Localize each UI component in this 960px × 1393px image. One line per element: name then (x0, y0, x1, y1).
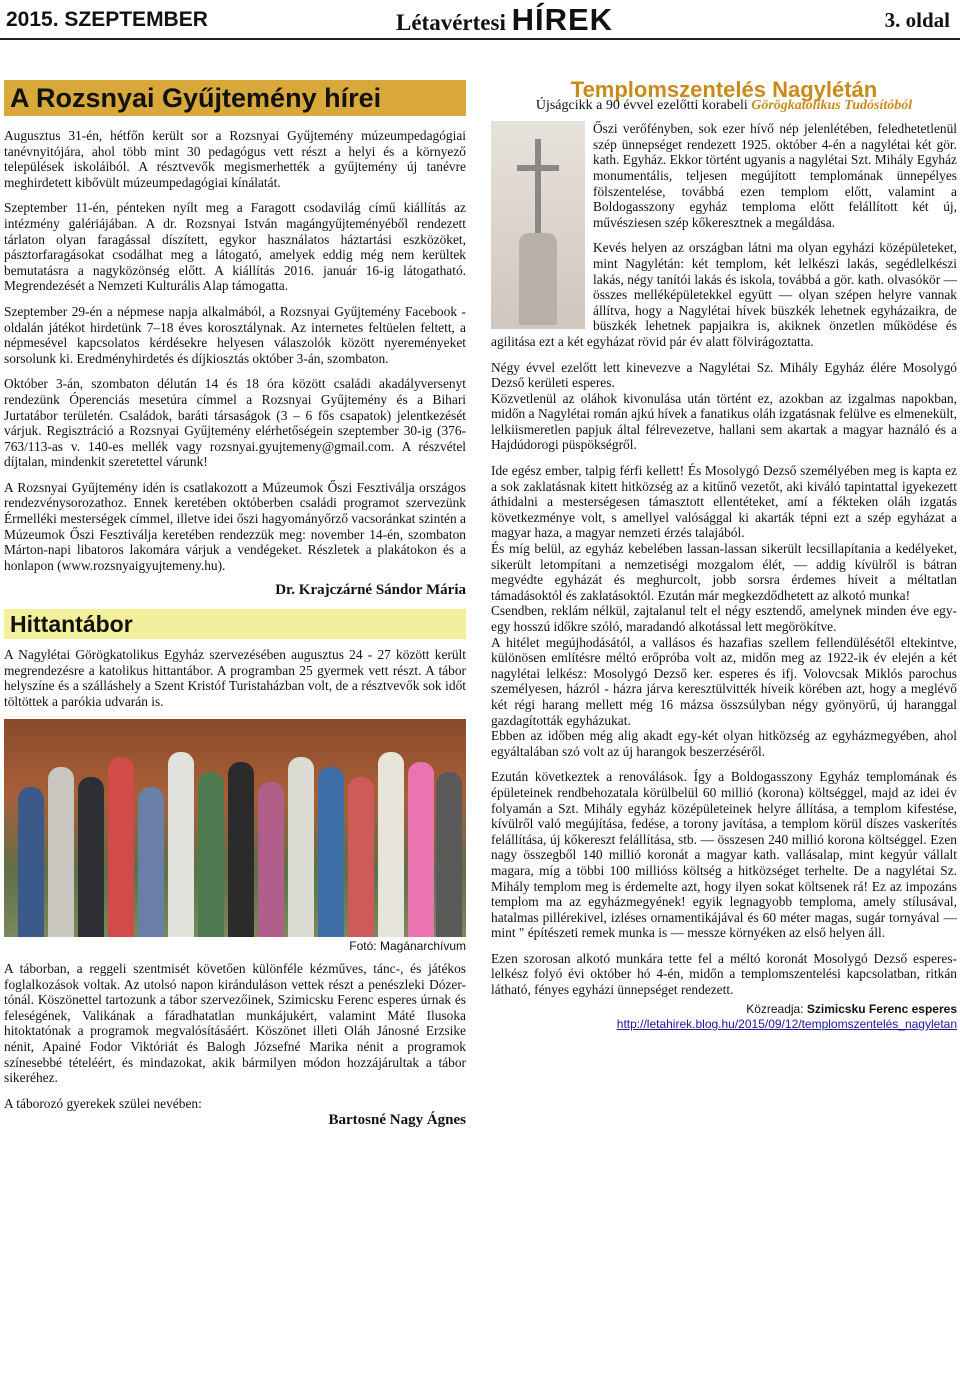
right-paragraph-5: Ide egész ember, talpig férfi kellett! És Mosolygó Dezső személyében meg is kapta ez a sok zaklatásnak kitett hitközség az a kitűnő vezetőt, aki kiváló tapintattal igyekezett áthidalni a mesterségesen támasztott ellentéteket, amí a fékteken oláh izgatás következménye volt, s amellyel valósággal ki akarták tépni ezt a szép egyházat a magyar haza, a magyar nemzeti érzés talajából. (491, 463, 957, 541)
cross-pedestal (519, 233, 557, 325)
page-number: 3. oldal (884, 8, 950, 32)
left-paragraph-1: Augusztus 31-én, hétfőn került sor a Rozsnyai Gyűjtemény múzeumpedagógiai tanévnyitójára, ahol több mint 30 pedagógus vett részt a helyi és a környező települések iskoláiból. A résztvevők megismerhették a gyűjtemény új tanévre meghirdetett kibővült múzeumpedagógiai kínálatát. (4, 128, 466, 190)
editor-label: Közreadja: (746, 1001, 804, 1016)
photo-figure (18, 787, 44, 937)
photo-figure (228, 762, 254, 937)
right-paragraph-2: Kevés helyen az országban látni ma olyan egyházi középületeket, mint Nagylétán: két templom, két lelkészi lakás, segédlelkészi lakás, négy tanítói lakás és iskola, továbbá a gör. kath. olvasókör — összes melléképületekkel együtt — olyan szépen helyre vannak állítva, hogy a Nagylétai hívek büszkék lehetnek egyházaikra, de büszkék lehetnek papjaikra is, akiknek önzetlen működése és agilitása ezt a két egyházat rövid pár év alatt fölvirágoztatta. (491, 240, 957, 349)
signature-2: Bartosné Nagy Ágnes (328, 1112, 466, 1129)
paper-prefix: Létavértesi (396, 10, 506, 35)
photo-figure (108, 757, 134, 937)
left-paragraph-7: A táborban, a reggeli szentmisét követően különféle kézműves, tánc-, és játékos foglalkozások voltak. Az utolsó napon kiránduláson vettek részt a penészleki Dózer-tónál. Köszönettel tartozunk a tábor szervezőinek, Szimicsku Ferenc esperes úrnak és feleségének, Valikának a fáradhatatlan munkájukért, valamint Máté Ilusoka hitoktatónak a programok megvalósításáért. Köszönet illeti Oláh Jánosné Erzsike nénit, Apainé Fodor Viktóriát és Balogh Józsefné Marika nénit a programok színesebbé tételéért, és mindazokat, akik bármilyen módon hozzájárultak a tábor sikeréhez. (4, 961, 466, 1086)
right-paragraph-8: A hitélet megújhodásától, a vallásos és hazafias szellem fellendülésétől eltekintve, különösen említésre méltó erőpróba volt az, midőn meg az 1922-ik év elején a két nagylétai lelkész: Mosolygó Dezső ker. esperes és ifj. Volovcsak Miklós parochus személyesen, házról - házra járva keresztülvitték híveik körében azt, hogy a meglévő két régi harang mellett még 16 mázsa összsúlyban négy gyönyörű, új haranggal gazdagították egyházukat. (491, 634, 957, 728)
paper-name: HÍREK (511, 2, 614, 37)
left-column (4, 80, 466, 1139)
left-paragraph-3: Szeptember 29-én a népmese napja alkalmából, a Rozsnyai Gyűjtemény Facebook -oldalán játékot hirdetünk 7–18 éves korosztálynak. Az internetes feltüelen feltett, a népmesével kapcsolatos kérdésekre helyesen válaszolók között nyereményeket sorsolunk ki. Eredményhirdetés és díjkiosztás október 3-án, szombaton. (4, 303, 466, 366)
left-paragraph-8: A táborozó gyerekek szülei nevében: (4, 1095, 202, 1111)
photo-figure (378, 752, 404, 937)
photo-caption: Fotó: Magánarchívum (349, 939, 466, 954)
left-paragraph-2: Szeptember 11-én, pénteken nyílt meg a Faragott csodavilág című kiállítás az intézmény galériájában. A dr. Rozsnyai István magángyűjteményéből rendezett tárlaton olyan faragással díszített, egykor használatos háztartási eszközöket, pásztorfaragásokat csodálhat meg a látogató, amelyek eddig még nem kerültek bemutatásra a nagyközönség előtt. A kiállítás 2016. január 16-ig látogatható. Megrendezését a Nemzeti Kulturális Alap támogatta. (4, 200, 466, 294)
right-paragraph-10: Ezután következtek a renoválások. Így a Boldogasszony Egyház templomának és épületeinek rendbehozatala körülbelül 60 millió (korona) költséggel, majd az idei év folyamán a Szt. Mihály egyház középületeinek helyre állítása, a templom kifestése, kívülről való megújítása, fedése, a torony javítása, a templom körül díszes vaskerítés felállítása, új kőkereszt felállítása, stb. — összesen 240 millió korona költséggel. Ezen nagy összegből 140 millió koronát a magyar kath. vallásalap, mint kegyúr vállalt magara, míg a többi 100 millióss költség a hitközséget terhelte. De a nagylétai Sz. Mihály templom meg is érdemelte azt, hogy ilyen sokat költsenek rá! Ez az impozáns templom ma az egyházmegyének! egyik legnagyobb temploma, amely stílusával, hatalmas pillérekivel, izléses ornamentikájával és 60 méter magas, sugár tornyával — mint " építészeti remek munka is — messze környéken az első helyen áll. (491, 769, 957, 941)
subtitle-text: Újságcikk a 90 évvel ezelőtti korabeli (535, 97, 748, 113)
right-paragraph-9: Ebben az időben még alig akadt egy-két olyan hitközség az egyházmegyében, ahol egyáltalában szó volt az új harangok beszerzéséről. (491, 728, 957, 759)
editor-name: Szimicsku Ferenc esperes (806, 1001, 957, 1016)
stone-cross-photo (491, 121, 585, 329)
left-paragraph-6: A Nagylétai Görögkatolikus Egyház szervezésében augusztus 24 - 27 között került megrendezésre a katolikus hittantábor. A programban 25 gyermek vett részt. A tábor helyszíne és a szálláshely a Szent Kristóf Turistaházban volt, de a résztvevők sok időt töltöttek a parókia udvarán is. (4, 647, 466, 709)
section-banner-rozsnyai: A Rozsnyai Gyűjtemény hírei (4, 80, 466, 116)
article-title: Templomszentelés Nagylétán (570, 77, 878, 102)
page-header (0, 0, 960, 40)
left-paragraph-5: A Rozsnyai Gyűjtemény idén is csatlakozott a Múzeumok Őszi Fesztiválja országos rendezvénysorozathoz. Ennek keretében októberben családi programot szervezünk Érmelléki mesterségek címmel, illetve idei őszi hagyományőrző vacsoránkat szintén a Múzeumok Őszi Fesztiválja keretében rendezzük meg: november 14-én, szombaton Márton-napi libatoros lakomára várjuk a vendégeket. Részletek a plakátokon és a honlapon (www.rozsnyaigyujtemeny.hu). (4, 479, 466, 573)
paper-title (396, 2, 613, 38)
photo-figure (198, 772, 224, 937)
photo-figure (318, 767, 344, 937)
photo-figure (348, 777, 374, 937)
group-photo (4, 719, 466, 937)
header-rule (0, 38, 960, 40)
cross-vertical (535, 139, 541, 234)
signature-1: Dr. Krajczárné Sándor Mária (275, 582, 466, 599)
right-paragraph-6: És míg belül, az egyház kebelében lassan-lassan sikerült lecsillapítania a kedélyeket, sikerült letompítani a nemzetiségi mozgalom élét, — addig kívülről is bátran megvédte egyházát és meghurcolt, jobb sorsra érdemes híveit a méltatlan támadásoktól és zaklatásoktól. Ezután már megkezdődhetett az alkotó munka! (491, 541, 957, 603)
right-paragraph-4: Közvetlenül az oláhok kivonulása után történt ez, azokban az izgalmas napokban, midőn a Nagylétai román ajkú hívek a fanatikus oláh izgatásnak felülve es elmenekült, lelkiismeretlen papjuk által félrevezetve, hallani sem akartak a magyar haználó és a Hajdúdorogi püspökségről. (491, 390, 957, 453)
photo-figure (288, 757, 314, 937)
issue-date: 2015. SZEPTEMBER (6, 8, 208, 31)
cross-horizontal (517, 165, 559, 171)
photo-figure (258, 782, 284, 937)
photo-figure (408, 762, 434, 937)
source-link[interactable]: http://letahirek.blog.hu/2015/09/12/templomszentelés_nagyletan (616, 1017, 957, 1032)
photo-figure (168, 752, 194, 937)
right-paragraph-7: Csendben, reklám nélkül, zajtalanul telt el négy esztendő, amelynek minden éve egy-egy hosszú időkre szóló, maradandó alkotással lett megörökítve. (491, 603, 957, 634)
photo-figure (138, 787, 164, 937)
photo-figure (78, 777, 104, 937)
photo-figure (48, 767, 74, 937)
editor-credit (491, 1002, 957, 1018)
right-paragraph-3: Négy évvel ezelőtt lett kinevezve a Nagylétai Sz. Mihály Egyház élére Mosolygó Dezső kerületi esperes. (491, 359, 957, 391)
left-paragraph-4: Október 3-án, szombaton délután 14 és 18 óra között családi akadályversenyt rendezünk Óperenciás mesetúra címmel a Rozsnyai Gyűjtemény és a Bihari Jurtatábor területén. Családok, baráti társaságok (3 – 6 fős csapatok) jelentkezését várjuk. Regisztráció a Rozsnyai Gyűjtemény elérhetőségein szeptember 30-ig (376-763/113-as v. 140-es mellék vagy rozsnyai.gyujtemeny@gmail.com. A részvétel díjtalan, mindenkit szeretettel várunk! (4, 376, 466, 470)
article-subtitle (491, 98, 957, 114)
subtitle-source: Görögkatolikus Tudósítóból (751, 97, 913, 113)
right-paragraph-11: Ezen szorosan alkotó munkára tette fel a méltó koronát Mosolygó Dezső esperes-lelkész folyó évi október hó 4-én, midőn a templomszentelési kapcsolatban, ritkán látható, fényes egyházi ünnepséget rendezett. (491, 950, 957, 998)
section-banner-hittantabor: Hittantábor (4, 609, 466, 639)
right-paragraph-1: Őszi verőfényben, sok ezer hívő nép jelenlétében, feledhetetlenül szép ünnepséget rendezett 1925. október 4-én a nagylétai két gör. kath. Egyház. Ekkor történt ugyanis a nagylétai Szt. Mihály Egyház monumentális, teljesen megújított templomának ünnepélyes fölszentelése, továbbá ezen templom előtt, valamint a Boldogasszony egyház temploma előtt felállított két új, művésziesen szép kőkeresztnek a megáldása. (593, 121, 957, 230)
right-column (491, 77, 957, 1033)
photo-figure (436, 772, 462, 937)
